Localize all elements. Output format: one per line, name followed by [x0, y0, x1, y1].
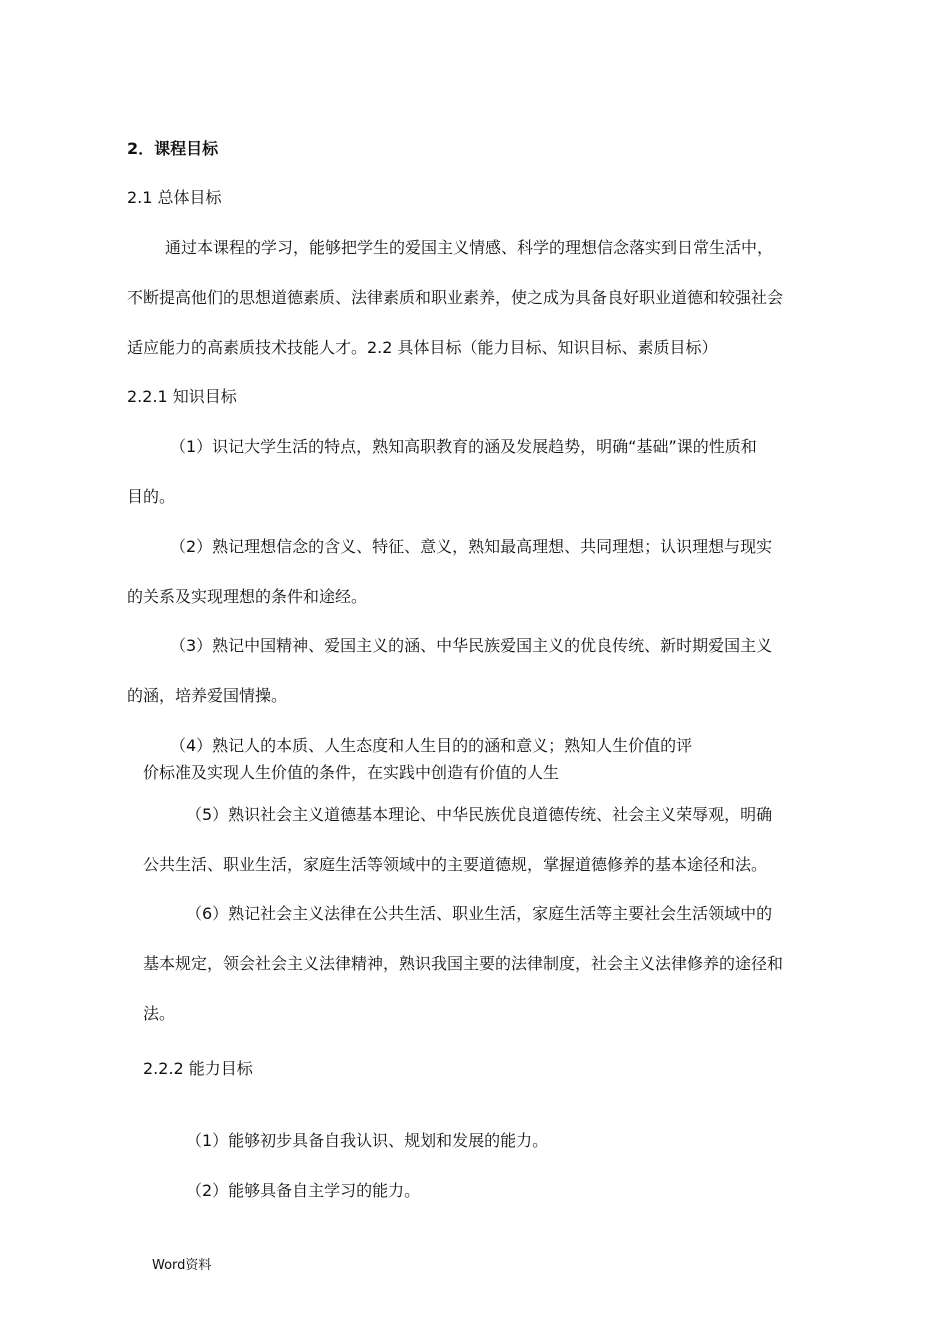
overall-goal-text-line: 适应能力的高素质技术技能人才。2.2 具体目标（能力目标、知识目标、素质目标） — [127, 338, 718, 357]
ability-goal-heading: 2.2.2 能力目标 — [143, 1059, 253, 1078]
knowledge-item-6-line: （6）熟记社会主义法律在公共生活、职业生活，家庭生活等主要社会生活领域中的 — [186, 904, 773, 923]
knowledge-item-1-line: 目的。 — [127, 487, 176, 506]
section-heading: 2．课程目标 — [127, 139, 219, 158]
knowledge-item-5-line: 公共生活、职业生活，家庭生活等领域中的主要道德规，掌握道德修养的基本途径和法。 — [143, 855, 768, 874]
knowledge-item-3-line: （3）熟记中国精神、爱国主义的涵、中华民族爱国主义的优良传统、新时期爱国主义 — [170, 636, 773, 655]
knowledge-item-3-line: 的涵，培养爱国情操。 — [127, 686, 288, 705]
knowledge-item-4-line: （4）熟记人的本质、人生态度和人生目的的涵和意义；熟知人生价值的评 — [170, 736, 693, 755]
knowledge-item-6-line: 基本规定，领会社会主义法律精神，熟识我国主要的法律制度，社会主义法律修养的途径和 — [143, 954, 784, 973]
knowledge-item-5-line: （5）熟识社会主义道德基本理论、中华民族优良道德传统、社会主义荣辱观，明确 — [186, 805, 773, 824]
overall-goal-text-line: 通过本课程的学习，能够把学生的爱国主义情感、科学的理想信念落实到日常生活中， — [165, 238, 774, 257]
knowledge-goal-heading: 2.2.1 知识目标 — [127, 387, 237, 406]
overall-goal-text-line: 不断提高他们的思想道德素质、法律素质和职业素养，使之成为具备良好职业道德和较强社会 — [127, 288, 784, 307]
ability-item-2: （2）能够具备自主学习的能力。 — [186, 1181, 421, 1200]
knowledge-item-6-line: 法。 — [143, 1004, 176, 1023]
knowledge-item-2-line: 的关系及实现理想的条件和途经。 — [127, 587, 368, 606]
knowledge-item-4-line: 价标准及实现人生价值的条件，在实践中创造有价值的人生 — [143, 763, 560, 782]
footer-label: Word资料 — [152, 1258, 212, 1273]
knowledge-item-2-line: （2）熟记理想信念的含义、特征、意义，熟知最高理想、共同理想；认识理想与现实 — [170, 537, 773, 556]
ability-item-1: （1）能够初步具备自我认识、规划和发展的能力。 — [186, 1131, 549, 1150]
overall-goal-heading: 2.1 总体目标 — [127, 188, 222, 207]
knowledge-item-1-line: （1）识记大学生活的特点，熟知高职教育的涵及发展趋势，明确“基础”课的性质和 — [170, 437, 757, 456]
